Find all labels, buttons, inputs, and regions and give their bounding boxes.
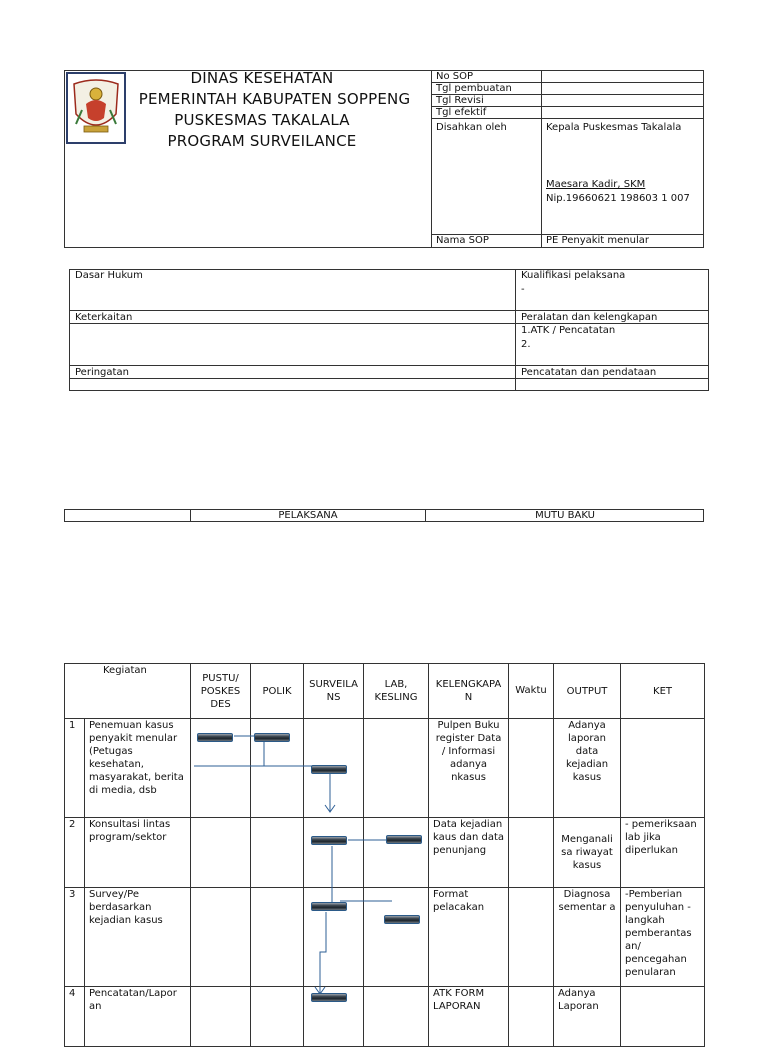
kualifikasi-label: Kualifikasi pelaksana	[521, 270, 626, 281]
mutu-baku-header: MUTU BAKU	[535, 510, 595, 521]
peringatan-label: Peringatan	[75, 367, 129, 378]
row-kegiatan: Konsultasi lintas program/sektor	[85, 818, 191, 888]
row-kelengkapan: Format pelacakan	[429, 888, 509, 987]
row-kegiatan: Survey/Pe berdasarkan kejadian kasus	[85, 888, 191, 987]
approved-by-label: Disahkan oleh	[436, 122, 507, 133]
org-title-line-2: PEMERINTAH KABUPATEN SOPPENG	[138, 90, 411, 108]
org-title-line-3: PUSKESMAS TAKALALA	[174, 111, 350, 129]
row-output: Diagnosa sementar a	[554, 888, 621, 987]
header-surveilans: SURVEILA NS	[304, 664, 364, 719]
connector-2	[264, 742, 310, 766]
header-lab: LAB, KESLING	[364, 664, 429, 719]
row-number: 3	[65, 888, 85, 987]
header-waktu: Waktu	[509, 664, 554, 719]
peralatan-item-1: 1.ATK / Pencatatan	[521, 325, 616, 336]
kualifikasi-value: -	[521, 284, 525, 295]
row-output: Menganali sa riwayat kasus	[554, 818, 621, 888]
field-tgl-pembuatan-label: Tgl pembuatan	[436, 83, 512, 94]
header-kelengkapan: KELENGKAPA N	[429, 664, 509, 719]
header-output: OUTPUT	[554, 664, 621, 719]
approver-name: Maesara Kadir, SKM	[546, 179, 646, 190]
field-tgl-revisi-label: Tgl Revisi	[436, 95, 484, 106]
process-bar-surveilans-4	[311, 993, 347, 1002]
keterkaitan-label: Keterkaitan	[75, 312, 133, 323]
org-title-line-4: PROGRAM SURVEILANCE	[167, 132, 357, 150]
row-kelengkapan: ATK FORM LAPORAN	[429, 987, 509, 1047]
sop-name-label: Nama SOP	[436, 235, 489, 246]
header-ket: KET	[621, 664, 705, 719]
connector-8	[320, 912, 326, 994]
row-kegiatan: Pencatatan/Lapor an	[85, 987, 191, 1047]
pencatatan-label: Pencatatan dan pendataan	[521, 367, 657, 378]
peralatan-label: Peralatan dan kelengkapan	[521, 312, 658, 323]
row-kelengkapan: Pulpen Buku register Data / Informasi adanya nkasus	[429, 719, 509, 818]
row-ket: -Pemberian penyuluhan -langkah pemberantas an/ pencegahan penularan	[621, 888, 705, 987]
dasar-hukum-label: Dasar Hukum	[75, 270, 143, 281]
process-bar-lab-3	[384, 915, 420, 924]
peralatan-item-2: 2.	[521, 339, 531, 350]
sop-name-value: PE Penyakit menular	[546, 235, 649, 246]
approved-title: Kepala Puskesmas Takalala	[546, 122, 682, 133]
approver-nip: Nip.19660621 198603 1 007	[546, 193, 690, 204]
row-number: 4	[65, 987, 85, 1047]
process-bar-polik-1	[254, 733, 290, 742]
header-pustu: PUSTU/ POSKES DES	[191, 664, 251, 719]
header-kegiatan-text: Kegiatan	[103, 665, 147, 676]
process-bar-pustu-1	[197, 733, 233, 742]
process-bar-surveilans-2	[311, 836, 347, 845]
pelaksana-header: PELAKSANA	[278, 510, 338, 521]
row-kegiatan: Penemuan kasus penyakit menular (Petugas kesehatan, masyarakat, berita di media, dsb	[85, 719, 191, 818]
row-output: Adanya laporan data kejadian kasus	[554, 719, 621, 818]
field-tgl-efektif-label: Tgl efektif	[436, 107, 487, 118]
field-no-sop-label: No SOP	[436, 71, 474, 82]
process-bar-surveilans-3	[311, 902, 347, 911]
process-bar-lab-2	[386, 835, 422, 844]
row-number: 2	[65, 818, 85, 888]
header-polik: POLIK	[251, 664, 304, 719]
row-output: Adanya Laporan	[554, 987, 621, 1047]
process-bar-surveilans-1	[311, 765, 347, 774]
row-kelengkapan: Data kejadian kaus dan data penunjang	[429, 818, 509, 888]
org-title-line-1: DINAS KESEHATAN	[190, 69, 334, 87]
row-ket: - pemeriksaan lab jika diperlukan	[621, 818, 705, 888]
row-number: 1	[65, 719, 85, 818]
